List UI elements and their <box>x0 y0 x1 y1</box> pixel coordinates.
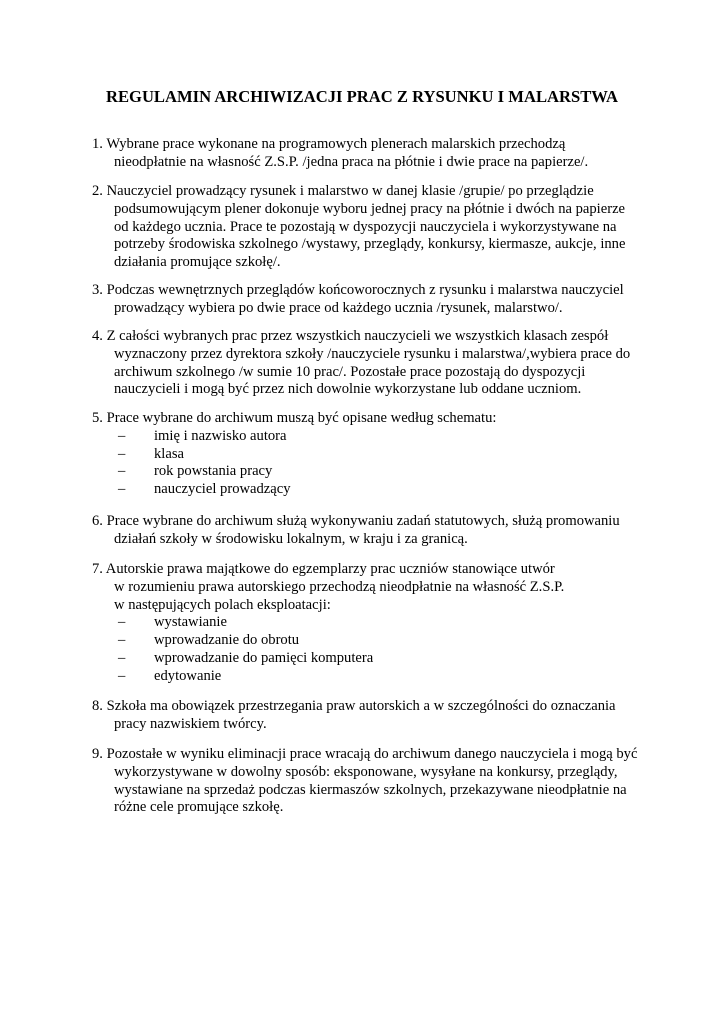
dash-bullet: – <box>118 463 126 480</box>
item-line: działań szkoły w środowisku lokalnym, w kraju i za granicą. <box>114 530 468 547</box>
dash-bullet: – <box>118 649 126 666</box>
item-line: 6. Prace wybrane do archiwum służą wykonywaniu zadań statutowych, służą promowaniu <box>92 513 620 529</box>
item-line: podsumowującym plener dokonuje wyboru jednej pracy na płótnie i dwóch na papierze <box>114 200 626 217</box>
item-line: w następujących polach eksploatacji: <box>114 596 331 613</box>
item-line: pracy nazwiskiem twórcy. <box>114 715 267 732</box>
list-item-text: wystawianie <box>154 614 227 631</box>
item-line: 7. Autorskie prawa majątkowe do egzemplarzy prac uczniów stanowiące utwór <box>92 561 555 577</box>
list-item-text: klasa <box>154 445 184 462</box>
list-item <box>92 614 662 632</box>
item-line: 1. Wybrane prace wykonane na programowych plenerach malarskich przechodzą <box>92 136 566 152</box>
item-line: 3. Podczas wewnętrznych przeglądów końcoworocznych z rysunku i malarstwa nauczyciel <box>92 282 624 298</box>
dash-bullet: – <box>118 667 126 684</box>
item-line: 4. Z całości wybranych prac przez wszystkich nauczycieli we wszystkich klasach zespół <box>92 328 609 344</box>
list-item-text: wprowadzanie do obrotu <box>154 632 300 649</box>
regulation-item-4 <box>92 328 662 399</box>
item-line: nauczycieli i mogą być przez nich dowolnie wykorzystane lub oddane uczniom. <box>114 381 582 398</box>
list-item-text: rok powstania pracy <box>154 463 273 480</box>
list-item-text: edytowanie <box>154 667 222 684</box>
dash-bullet: – <box>118 445 126 462</box>
list-item-text: nauczyciel prowadzący <box>154 481 291 498</box>
item-line: 9. Pozostałe w wyniku eliminacji prace wracają do archiwum danego nauczyciela i mogą być <box>92 746 638 762</box>
dash-bullet: – <box>118 614 126 631</box>
regulation-item-7 <box>92 561 662 686</box>
list-item <box>92 668 662 686</box>
item-line: 8. Szkoła ma obowiązek przestrzegania praw autorskich a w szczególności do oznaczania <box>92 698 616 714</box>
list-item-text: imię i nazwisko autora <box>154 427 287 444</box>
regulation-item-2 <box>92 183 662 272</box>
regulation-item-6 <box>92 513 662 549</box>
item-line: różne cele promujące szkołę. <box>114 799 284 816</box>
list-item-text: wprowadzanie do pamięci komputera <box>154 649 374 666</box>
list-item <box>92 632 662 650</box>
list-item <box>92 481 662 499</box>
list-item <box>92 650 662 668</box>
item-line: wykorzystywane w dowolny sposób: eksponowane, wysyłane na konkursy, przeglądy, <box>114 763 618 780</box>
dash-bullet: – <box>118 481 126 498</box>
dash-bullet: – <box>118 427 126 444</box>
list-item <box>92 428 662 446</box>
item-line: wystawiane na sprzedaż podczas kiermaszów szkolnych, przekazywane nieodpłatnie na <box>114 781 627 798</box>
item-line: wyznaczony przez dyrektora szkoły /nauczyciele rysunku i malarstwa/,wybiera prace do <box>114 345 631 362</box>
item-line: w rozumieniu prawa autorskiego przechodzą nieodpłatnie na własność Z.S.P. <box>114 578 565 595</box>
regulation-item-8 <box>92 698 662 734</box>
item-line: prowadzący wybiera po dwie prace od każdego ucznia /rysunek, malarstwo/. <box>114 299 563 316</box>
list-item <box>92 463 662 481</box>
item-line: archiwum szkolnego /w sumie 10 prac/. Pozostałe prace pozostają do dyspozycji <box>114 363 586 380</box>
item-line: 5. Prace wybrane do archiwum muszą być opisane według schematu: <box>92 410 497 426</box>
regulation-item-1 <box>92 136 662 172</box>
item-line: nieodpłatnie na własność Z.S.P. /jedna praca na płótnie i dwie prace na papierze/. <box>114 153 589 170</box>
regulation-item-3 <box>92 282 662 318</box>
item-line: działania promujące szkołę/. <box>114 254 281 271</box>
document-title: REGULAMIN ARCHIWIZACJI PRAC Z RYSUNKU I MALARSTWA <box>105 87 619 106</box>
item-line: 2. Nauczyciel prowadzący rysunek i malarstwo w danej klasie /grupie/ po przeglądzie <box>92 183 594 199</box>
item-line: od każdego ucznia. Prace te pozostają w dyspozycji nauczyciela i wykorzystywane na <box>114 218 617 235</box>
regulation-item-5 <box>92 410 662 499</box>
list-item <box>92 446 662 464</box>
item-line: potrzeby środowiska szkolnego /wystawy, przeglądy, konkursy, kiermasze, aukcje, inne <box>114 236 626 253</box>
dash-bullet: – <box>118 632 126 649</box>
regulation-item-9 <box>92 746 662 817</box>
